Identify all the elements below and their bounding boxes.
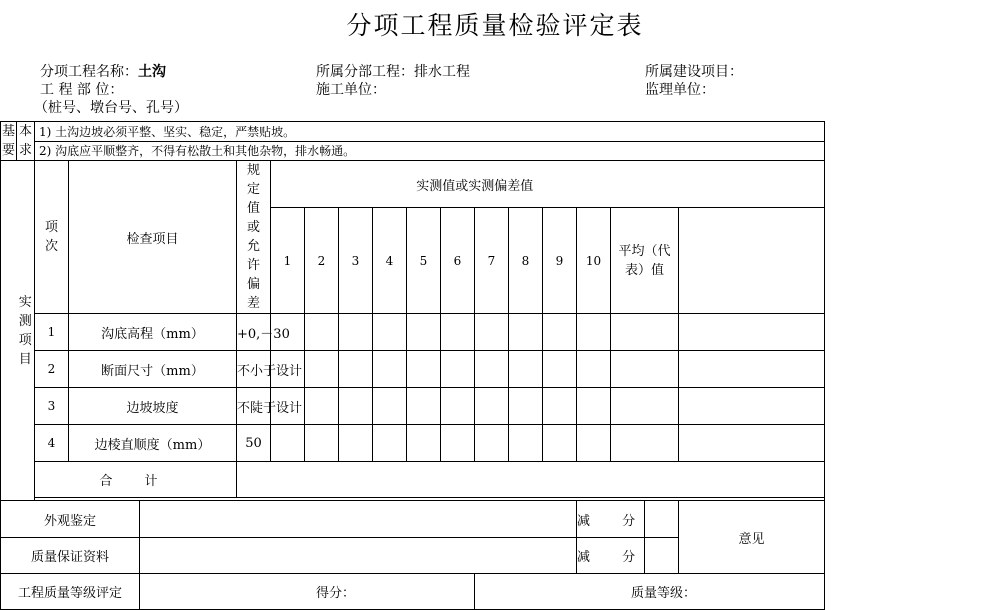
col-number-4: 4 — [373, 208, 407, 314]
project-name-line — [40, 64, 166, 81]
measure-cell[interactable] — [509, 351, 543, 388]
measure-cell[interactable] — [305, 314, 339, 351]
col-number-1: 1 — [271, 208, 305, 314]
measure-cell[interactable] — [339, 314, 373, 351]
col-index-header: 项次 — [35, 161, 69, 314]
appearance-deduct-value[interactable] — [645, 501, 679, 538]
row-item: 边坡坡度 — [69, 388, 237, 425]
quality-grade-label: 质量等级： — [475, 574, 825, 610]
row-spec: 不小于设计 — [237, 351, 271, 388]
total-row — [1, 462, 825, 498]
table-row — [1, 425, 825, 462]
location-sub-label: （桩号、墩台号、孔号） — [34, 100, 188, 116]
quality-docs-deduct-label: 减 分 — [577, 538, 645, 574]
basic-requirement-label-2: 本求 — [17, 122, 35, 161]
measured-items-spacer — [1, 161, 17, 501]
measure-cell[interactable] — [543, 425, 577, 462]
location-label: 工 程 部 位： — [40, 82, 124, 98]
col-number-10: 10 — [577, 208, 611, 314]
col-number-8: 8 — [509, 208, 543, 314]
appearance-value[interactable] — [140, 501, 577, 538]
measure-cell[interactable] — [407, 388, 441, 425]
row-index: 3 — [35, 388, 69, 425]
extra-cell — [679, 314, 825, 351]
row-item: 边棱直顺度（mm） — [69, 425, 237, 462]
measure-cell[interactable] — [407, 314, 441, 351]
table-row — [1, 351, 825, 388]
measure-cell[interactable] — [441, 314, 475, 351]
appearance-label: 外观鉴定 — [1, 501, 140, 538]
measure-cell[interactable] — [509, 314, 543, 351]
col-measured-header: 实测值或实测偏差值 — [271, 161, 679, 208]
measure-cell[interactable] — [339, 425, 373, 462]
measure-cell[interactable] — [441, 425, 475, 462]
col-number-3: 3 — [339, 208, 373, 314]
basic-requirement-label-1: 基要 — [1, 122, 17, 161]
row-spec: 50 — [237, 425, 271, 462]
measure-cell[interactable] — [441, 351, 475, 388]
col-number-5: 5 — [407, 208, 441, 314]
measure-cell[interactable] — [475, 425, 509, 462]
col-number-2: 2 — [305, 208, 339, 314]
average-cell[interactable] — [611, 314, 679, 351]
division-line — [316, 64, 470, 81]
row-index: 1 — [35, 314, 69, 351]
measure-cell[interactable] — [305, 425, 339, 462]
row-index: 4 — [35, 425, 69, 462]
measure-cell[interactable] — [305, 351, 339, 388]
measure-cell[interactable] — [543, 314, 577, 351]
row-index: 2 — [35, 351, 69, 388]
extra-cell — [679, 425, 825, 462]
measure-cell[interactable] — [577, 351, 611, 388]
total-value-cell[interactable] — [237, 462, 825, 498]
appearance-row — [1, 501, 825, 538]
division-label: 所属分部工程： — [316, 64, 414, 80]
measure-cell[interactable] — [475, 351, 509, 388]
appearance-deduct-label: 减 分 — [577, 501, 645, 538]
measure-cell[interactable] — [373, 314, 407, 351]
average-cell[interactable] — [611, 351, 679, 388]
supervisor-label: 监理单位： — [645, 82, 715, 98]
extra-cell — [679, 351, 825, 388]
measure-cell[interactable] — [475, 314, 509, 351]
grade-row — [1, 574, 825, 610]
col-average-header: 平均（代表）值 — [611, 208, 679, 314]
measure-cell[interactable] — [339, 351, 373, 388]
measured-items-label: 实测项目 — [17, 161, 35, 501]
measure-cell[interactable] — [271, 425, 305, 462]
measure-cell[interactable] — [305, 388, 339, 425]
table-row — [1, 314, 825, 351]
measure-cell[interactable] — [577, 388, 611, 425]
col-number-7: 7 — [475, 208, 509, 314]
row-spec: 不陡于设计 — [237, 388, 271, 425]
basic-requirement-1: 1) 土沟边坡必须平整、坚实、稳定，严禁贴坡。 — [35, 122, 825, 142]
contractor-label: 施工单位： — [316, 82, 386, 98]
measure-cell[interactable] — [373, 388, 407, 425]
col-number-9: 9 — [543, 208, 577, 314]
owner-project-label: 所属建设项目： — [645, 64, 743, 80]
measure-cell[interactable] — [407, 351, 441, 388]
quality-docs-deduct-value[interactable] — [645, 538, 679, 574]
total-label: 合 计 — [35, 462, 237, 498]
measured-header-filler — [679, 161, 825, 208]
basic-requirement-2: 2) 沟底应平顺整齐，不得有松散土和其他杂物，排水畅通。 — [35, 141, 825, 161]
measure-cell[interactable] — [509, 388, 543, 425]
score-label: 得分： — [140, 574, 475, 610]
row-item: 断面尺寸（mm） — [69, 351, 237, 388]
division-value: 排水工程 — [414, 64, 470, 80]
row-spec: +0,－30 — [237, 314, 271, 351]
measure-cell[interactable] — [543, 351, 577, 388]
project-name-label: 分项工程名称： — [40, 64, 138, 80]
average-cell[interactable] — [611, 388, 679, 425]
form-title: 分项工程质量检验评定表 — [346, 11, 644, 40]
measure-cell[interactable] — [509, 425, 543, 462]
quality-evaluation-table — [0, 121, 825, 610]
average-cell[interactable] — [611, 425, 679, 462]
measure-cell[interactable] — [475, 388, 509, 425]
col-item-header: 检查项目 — [69, 161, 237, 314]
measure-cell[interactable] — [577, 314, 611, 351]
measure-cell[interactable] — [339, 388, 373, 425]
quality-docs-value[interactable] — [140, 538, 577, 574]
row-item: 沟底高程（mm） — [69, 314, 237, 351]
table-row — [1, 388, 825, 425]
quality-docs-label: 质量保证资料 — [1, 538, 140, 574]
measure-cell[interactable] — [577, 425, 611, 462]
col-spec-header: 规定值或允许偏差 — [237, 161, 271, 314]
measure-cell[interactable] — [543, 388, 577, 425]
measure-cell[interactable] — [441, 388, 475, 425]
project-name-value: 土沟 — [138, 64, 166, 80]
extra-header-cell — [679, 208, 825, 314]
opinion-label: 意见 — [679, 501, 825, 574]
grade-eval-label: 工程质量等级评定 — [1, 574, 140, 610]
measure-cell[interactable] — [373, 425, 407, 462]
measure-cell[interactable] — [373, 351, 407, 388]
extra-cell — [679, 388, 825, 425]
measure-cell[interactable] — [407, 425, 441, 462]
col-number-6: 6 — [441, 208, 475, 314]
